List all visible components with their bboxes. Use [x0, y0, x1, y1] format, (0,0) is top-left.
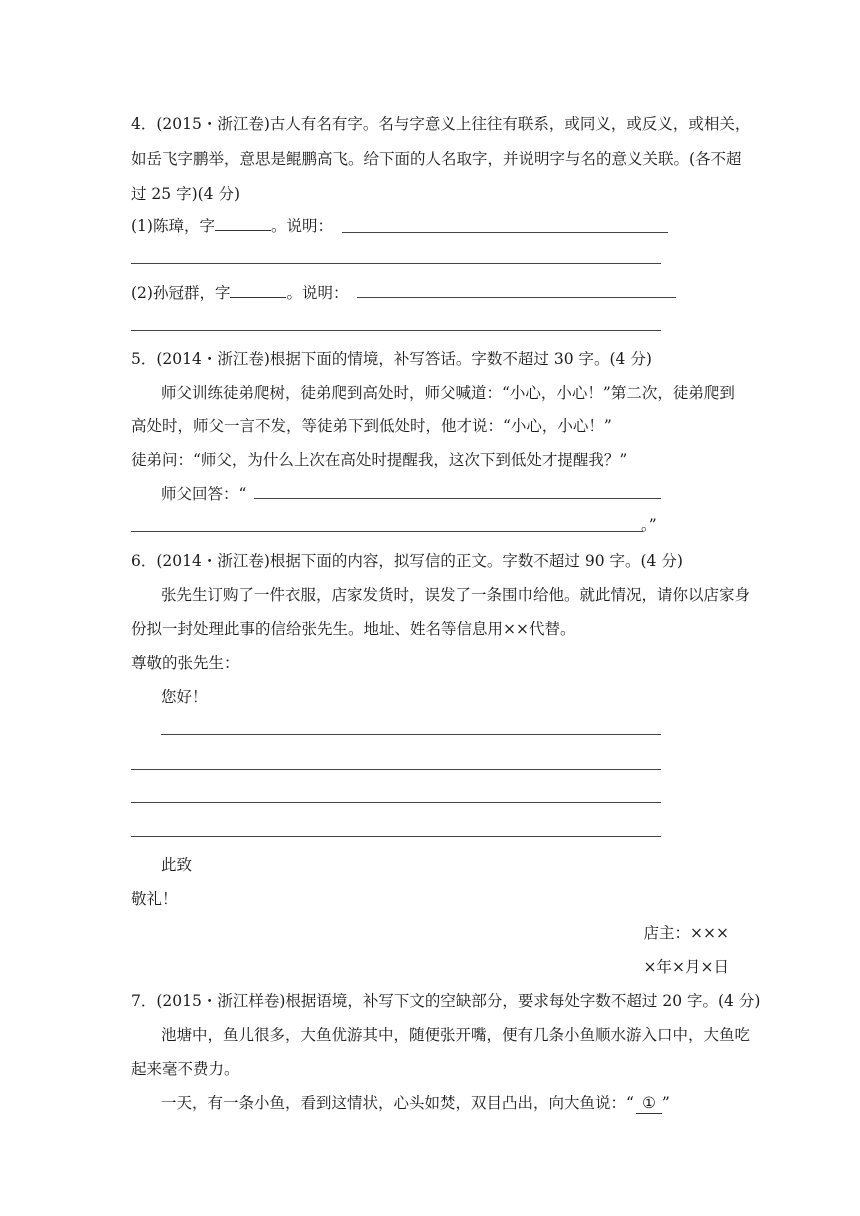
q4-item-2-name-blank[interactable]: [230, 283, 286, 298]
q6-closing-1: 此致: [161, 856, 193, 874]
q5-answer-prefix: 师父回答：“: [161, 485, 247, 503]
q7-para-3-end: ”: [661, 1094, 670, 1112]
q5-answer-line-2[interactable]: [131, 531, 643, 532]
q6-letter-line-3[interactable]: [131, 802, 661, 803]
q6-letter-line-1[interactable]: [161, 734, 661, 735]
q7-para-3: [161, 1093, 670, 1114]
q5-answer-line-1[interactable]: [254, 498, 661, 499]
q5-para-3: 徒弟问：“师父，为什么上次在高处时提醒我，这次下到低处才提醒我？”: [131, 451, 628, 469]
q5-line-1: 5．(2014・浙江卷)根据下面的情境，补写答话。字数不超过 30 字。(4 分): [131, 350, 652, 368]
q4-item-2-explain-line[interactable]: [357, 297, 676, 298]
q4-item-1-explain-line[interactable]: [342, 232, 668, 233]
q4-item-2-answer-line[interactable]: [131, 330, 661, 331]
q6-line-1: 6．(2014・浙江卷)根据下面的内容，拟写信的正文。字数不超过 90 字。(4 分): [131, 552, 683, 570]
q4-item-2-prefix: (2)孙冠群，字: [131, 284, 231, 302]
q6-closing-2: 敬礼！: [131, 890, 178, 908]
q4-line-1: 4．(2015・浙江卷)古人有名有字。名与字意义上往往有联系，或同义，或反义，或相关，: [131, 115, 751, 133]
q4-item-1-mid: 。说明：: [270, 217, 333, 235]
q6-salutation: 尊敬的张先生：: [131, 654, 240, 672]
q5-para-1: 师父训练徒弟爬树，徒弟爬到高处时，师父喊道：“小心，小心！”第二次，徒弟爬到: [161, 384, 735, 402]
q7-para-1: 池塘中，鱼儿很多，大鱼优游其中，随便张开嘴，便有几条小鱼顺水游入口中，大鱼吃: [161, 1026, 751, 1044]
q7-blank-1[interactable]: ①: [636, 1093, 662, 1114]
q6-para-2: 份拟一封处理此事的信给张先生。地址、姓名等信息用××代替。: [131, 620, 576, 638]
q6-letter-line-4[interactable]: [131, 836, 661, 837]
q4-item-2: [131, 283, 348, 303]
q4-line-2: 如岳飞字鹏举，意思是鲲鹏高飞。给下面的人名取字，并说明字与名的意义关联。(各不超: [131, 150, 742, 168]
q6-greeting: 您好！: [161, 688, 208, 706]
q5-para-2: 高处时，师父一言不发，等徒弟下到低处时，他才说：“小心，小心！”: [131, 417, 612, 435]
q4-line-3: 过 25 字)(4 分): [131, 185, 241, 203]
q7-para-3-prefix: 一天，有一条小鱼，看到这情状，心头如焚，双目凸出，向大鱼说：“: [161, 1094, 634, 1112]
q4-item-1-name-blank[interactable]: [215, 216, 271, 231]
q4-item-2-mid: 。说明：: [286, 284, 349, 302]
q4-item-1-prefix: (1)陈璋，字: [131, 217, 215, 235]
q6-date: ×年×月×日: [643, 958, 729, 976]
q5-answer-end: 。”: [641, 516, 657, 534]
q6-para-1: 张先生订购了一件衣服，店家发货时，误发了一条围巾给他。就此情况，请你以店家身: [161, 586, 751, 604]
q4-item-1: [131, 216, 333, 236]
q7-para-2: 起来毫不费力。: [131, 1060, 240, 1078]
q4-item-1-answer-line[interactable]: [131, 263, 661, 264]
q7-line-1: 7．(2015・浙江样卷)根据语境，补写下文的空缺部分，要求每处字数不超过 20 字。(4 分): [131, 992, 761, 1010]
q6-letter-line-2[interactable]: [131, 769, 661, 770]
q6-signer: 店主：×××: [643, 924, 729, 942]
